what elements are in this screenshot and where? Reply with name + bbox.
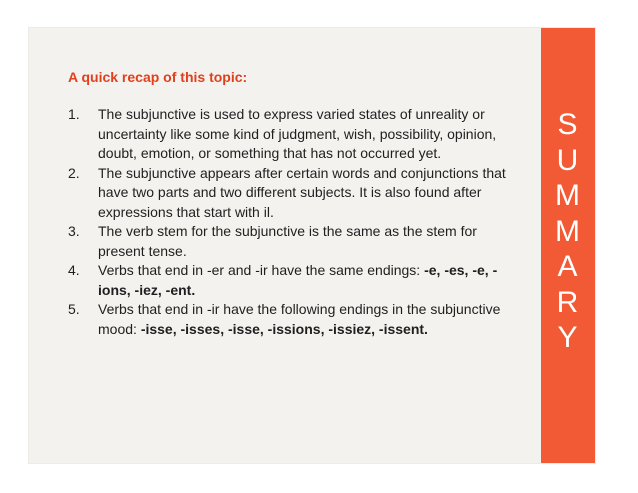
item-text: The subjunctive appears after certain words and conjunctions that have two parts and two different subjects. It is also found after expressions that start with il. [98,164,506,220]
list-item [68,261,523,300]
sidebar-letter: R [556,285,580,319]
item-text: The subjunctive is used to express varied states of unreality or uncertainty like some kind of judgment, wish, possibility, opinion, doubt, emotion, or something that has not occurred yet. [98,106,497,161]
item-text: Verbs that end in -ir have the following endings in the subjunctive mood: [98,301,501,337]
item-text: The verb stem for the subjunctive is the same as the stem for present tense. [98,223,477,259]
item-number: 1. [68,106,80,122]
item-number: 3. [68,223,80,239]
list-item [68,164,523,223]
list-item [68,300,523,339]
recap-heading: A quick recap of this topic: [68,69,248,85]
list-item [68,105,523,164]
item-text: Verbs that end in -er and -ir have the same endings: [98,262,425,278]
item-endings: -isse, -isses, -isse, -issions, -issiez, -issent. [140,320,428,337]
sidebar-letter: M [555,214,581,248]
summary-sidebar [541,28,595,463]
list-item [68,222,523,261]
sidebar-letter: M [555,179,581,212]
sidebar-letter: U [556,143,580,177]
sidebar-letter: Y [557,321,579,354]
item-number: 5. [68,301,80,317]
item-number: 4. [68,262,80,278]
item-endings: -e, -es, -e, -ions, -iez, -ent. [98,262,498,298]
recap-list [68,105,523,339]
sidebar-letter: S [557,108,579,141]
item-number: 2. [68,164,80,181]
sidebar-letter: A [557,250,579,283]
recap-content [68,69,523,339]
